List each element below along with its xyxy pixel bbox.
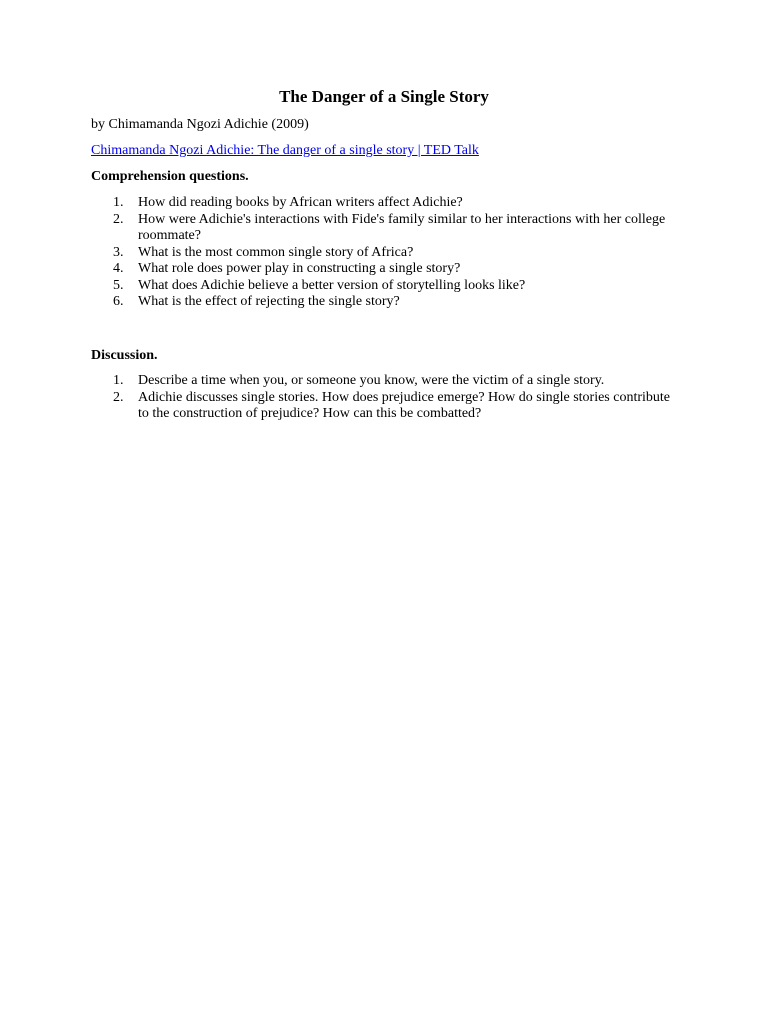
author-byline: by Chimamanda Ngozi Adichie (2009) [91,117,309,132]
ted-talk-link[interactable]: Chimamanda Ngozi Adichie: The danger of a single story | TED Talk [91,143,479,158]
list-item-text: What is the most common single story of Africa? [138,244,414,260]
list-item-text: How were Adichie's interactions with Fide's family similar to her interactions with her college roommate? [138,211,666,243]
list-item [0,390,768,423]
comprehension-question-list [0,195,768,311]
list-item-number: 3. [113,244,124,260]
list-item-text: What does Adichie believe a better version of storytelling looks like? [138,277,526,293]
list-item-number: 1. [113,373,124,388]
document-title: The Danger of a Single Story [279,87,489,106]
list-item-number: 6. [113,294,124,309]
list-item [0,212,768,245]
list-item-text: Adichie discusses single stories. How does prejudice emerge? How do single stories contribute to the construction of prejudice? How can this be combatted? [138,389,671,421]
list-item-text: What role does power play in constructing a single story? [138,261,461,276]
list-item-text: What is the effect of rejecting the single story? [138,294,400,309]
list-item-number: 2. [113,211,124,227]
list-item-text: How did reading books by African writers affect Adichie? [138,195,463,210]
list-item-text: Describe a time when you, or someone you know, were the victim of a single story. [138,373,605,388]
discussion-heading: Discussion. [91,348,158,363]
list-item-number: 5. [113,277,124,293]
list-item [0,294,768,311]
list-item [0,195,768,212]
comprehension-heading: Comprehension questions. [91,169,249,184]
list-item [0,245,768,262]
list-item [0,373,768,390]
discussion-question-list [0,373,768,423]
list-item-number: 1. [113,195,124,210]
list-item [0,278,768,295]
list-item [0,261,768,278]
list-item-number: 4. [113,261,124,276]
list-item-number: 2. [113,389,124,405]
